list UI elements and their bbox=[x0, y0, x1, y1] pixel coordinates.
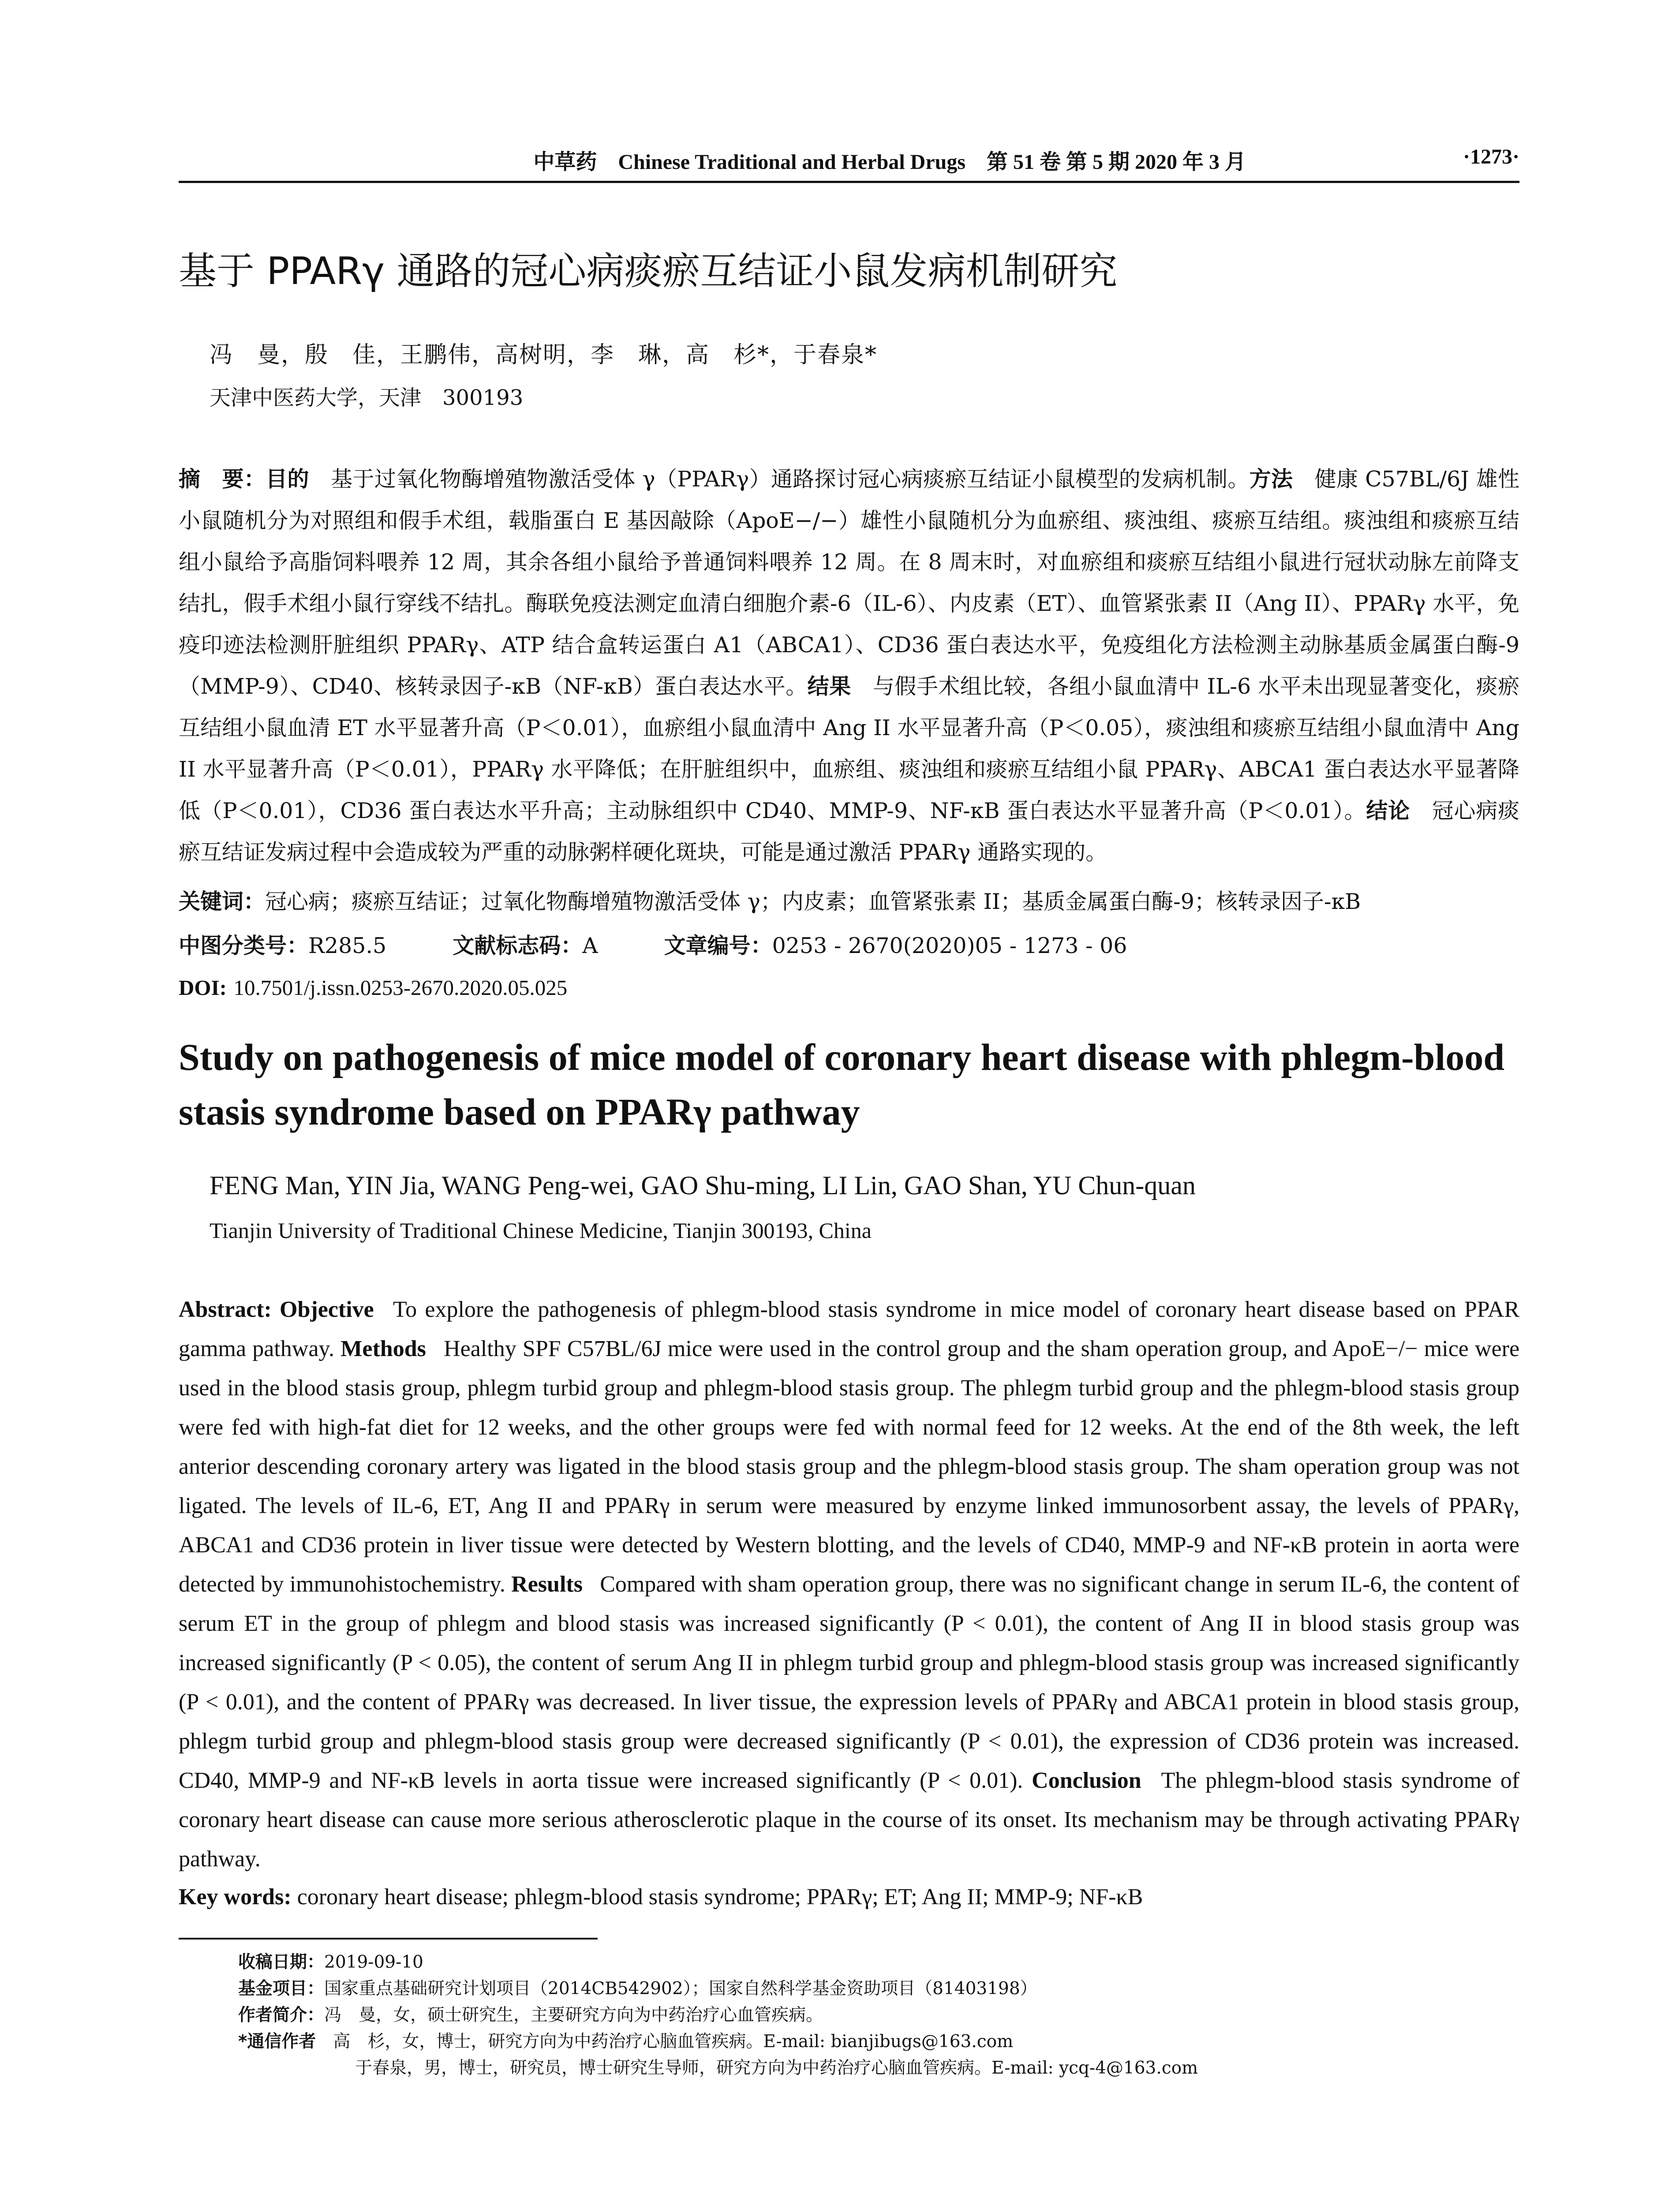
en-abstract-label: Abstract: bbox=[179, 1297, 272, 1322]
page-number: ·1273· bbox=[1463, 145, 1519, 168]
en-methods-label: Methods bbox=[340, 1336, 426, 1361]
en-keywords-label: Key words: bbox=[179, 1884, 292, 1910]
doi-label: DOI: bbox=[179, 975, 227, 1000]
keywords-text: 冠心病；痰瘀互结证；过氧化物酶增殖物激活受体 γ；内皮素；血管紧张素 II；基质金属蛋白酶-9；核转录因子-κB bbox=[265, 889, 1361, 914]
keywords-label: 关键词： bbox=[179, 889, 266, 914]
conclusion-text: 冠心病痰瘀互结证发病过程中会造成较为严重的动脉粥样硬化斑块，可能是通过激活 PPARγ 通路实现的。 bbox=[179, 798, 1519, 865]
doc-code-label: 文献标志码： bbox=[453, 933, 583, 958]
english-keywords bbox=[179, 1882, 1519, 1913]
methods-label: 方法 bbox=[1249, 467, 1293, 492]
english-title: Study on pathogenesis of mice model of coronary heart disease with phlegm-blood stasis syndrome based on PPARγ pathway bbox=[179, 1036, 1505, 1133]
doc-code-value: A bbox=[582, 933, 598, 958]
en-conclusion-label: Conclusion bbox=[1032, 1768, 1141, 1793]
en-objective-text: To explore the pathogenesis of phlegm-blood stasis syndrome in mice model of coronary heart disease based on PPAR gamma pathway. bbox=[179, 1297, 1520, 1361]
chinese-title: 基于 PPARγ 通路的冠心病痰瘀互结证小鼠发病机制研究 bbox=[179, 249, 1118, 293]
author-bio: 作者简介：冯 曼，女，硕士研究生，主要研究方向为中药治疗心血管疾病。 bbox=[238, 2005, 823, 2025]
footnote-divider bbox=[179, 1938, 598, 1940]
received-date: 收稿日期：2019-09-10 bbox=[238, 1952, 423, 1972]
fund-info: 基金项目：国家重点基础研究计划项目（2014CB542902）；国家自然科学基金资助项目（81403198） bbox=[238, 1979, 1037, 1999]
chinese-keywords bbox=[179, 886, 1519, 917]
corresponding-author-2: 于春泉，男，博士，研究员，博士研究生导师，研究方向为中药治疗心脑血管疾病。E-mail: ycq-4@163.com bbox=[355, 2058, 1198, 2078]
english-abstract bbox=[179, 1290, 1519, 1879]
english-affiliation: Tianjin University of Traditional Chinese Medicine, Tianjin 300193, China bbox=[210, 1218, 872, 1243]
en-keywords-text: coronary heart disease; phlegm-blood stasis syndrome; PPARγ; ET; Ang II; MMP-9; NF-κB bbox=[297, 1884, 1143, 1910]
abstract-label: 摘 要： bbox=[179, 467, 266, 492]
doi-value: 10.7501/j.issn.0253-2670.2020.05.025 bbox=[233, 975, 568, 1000]
chinese-affiliation: 天津中医药大学，天津 300193 bbox=[210, 385, 524, 410]
en-results-label: Results bbox=[511, 1572, 583, 1597]
results-label: 结果 bbox=[807, 674, 851, 699]
en-methods-text: Healthy SPF C57BL/6J mice were used in the control group and the sham operation group, and ApoE−/− mice were used in the blood stasis group, phlegm turbid group and phlegm-blood stasis group. The phlegm turbid group and the phlegm-blood stasis group were fed with high-fat diet for 12 weeks, and the other groups were fed with normal feed for 12 weeks. At the end of the 8th week, the left anterior descending coronary artery was ligated in the blood stasis group and the phlegm-blood stasis group. The sham operation group was not ligated. The levels of IL-6, ET, Ang II and PPARγ in serum were measured by enzyme linked immunosorbent assay, the levels of PPARγ, ABCA1 and CD36 protein in liver tissue were detected by Western blotting, and the levels of CD40, MMP-9 and NF-κB protein in aorta were detected by immunohistochemistry. bbox=[179, 1336, 1520, 1597]
results-text: 与假手术组比较，各组小鼠血清中 IL-6 水平未出现显著变化，痰瘀互结组小鼠血清 ET 水平显著升高（P＜0.01），血瘀组小鼠血清中 Ang II 水平显著升高（P＜0.05），痰浊组和痰瘀互结组小鼠血清中 Ang II 水平显著升高（P＜0.01），PPARγ 水平降低；在肝脏组织中，血瘀组、痰浊组和痰瘀互结组小鼠 PPARγ、ABCA1 蛋白表达水平显著降低（P＜0.01），CD36 蛋白表达水平升高；主动脉组织中 CD40、MMP-9、NF-κB 蛋白表达水平显著升高（P＜0.01）。 bbox=[179, 674, 1519, 823]
en-conclusion-text: The phlegm-blood stasis syndrome of coronary heart disease can cause more serious atherosclerotic plaque in the course of its onset. Its mechanism may be through activating PPARγ pathway. bbox=[179, 1768, 1520, 1872]
conclusion-label: 结论 bbox=[1366, 798, 1410, 823]
objective-text: 基于过氧化物酶增殖物激活受体 γ（PPARγ）通路探讨冠心病痰瘀互结证小鼠模型的发病机制。 bbox=[330, 467, 1250, 492]
clc-label: 中图分类号： bbox=[179, 933, 309, 958]
corresponding-author: *通信作者 高 杉，女，博士，研究方向为中药治疗心脑血管疾病。E-mail: bianjibugs@163.com bbox=[238, 2032, 1014, 2052]
article-no-label: 文章编号： bbox=[664, 933, 772, 958]
methods-text: 健康 C57BL/6J 雄性小鼠随机分为对照组和假手术组，载脂蛋白 E 基因敲除（ApoE−/−）雄性小鼠随机分为血瘀组、痰浊组、痰瘀互结组。痰浊组和痰瘀互结组小鼠给予高脂饲料喂养 12 周，其余各组小鼠给予普通饲料喂养 12 周。在 8 周末时，对血瘀组和痰瘀互结组小鼠进行冠状动脉左前降支结扎，假手术组小鼠行穿线不结扎。酶联免疫法测定血清白细胞介素-6（IL-6）、内皮素（ET）、血管紧张素 II（Ang II）、PPARγ 水平，免疫印迹法检测肝脏组织 PPARγ、ATP 结合盒转运蛋白 A1（ABCA1）、CD36 蛋白表达水平，免疫组化方法检测主动脉基质金属蛋白酶-9（MMP-9）、CD40、核转录因子-κB（NF-κB）蛋白表达水平。 bbox=[179, 467, 1519, 699]
doi-line bbox=[179, 972, 1519, 1003]
classification-line bbox=[179, 931, 1519, 961]
article-no-value: 0253 - 2670(2020)05 - 1273 - 06 bbox=[772, 933, 1127, 958]
chinese-abstract bbox=[179, 459, 1519, 873]
en-results-text: Compared with sham operation group, there was no significant change in serum IL-6, the content of serum ET in the group of phlegm and blood stasis was increased significantly (P < 0.01), the content of Ang II in blood stasis group was increased significantly (P < 0.05), the content of serum Ang II in phlegm turbid group and phlegm-blood stasis group was increased significantly (P < 0.01), and the content of PPARγ was decreased. In liver tissue, the expression levels of PPARγ and ABCA1 protein in blood stasis group, phlegm turbid group and phlegm-blood stasis group were decreased significantly (P < 0.01), the expression of CD36 protein was increased. CD40, MMP-9 and NF-κB levels in aorta tissue were increased significantly (P < 0.01). bbox=[179, 1572, 1519, 1793]
journal-info: 中草药 Chinese Traditional and Herbal Drugs 第 51 卷 第 5 期 2020 年 3 月 bbox=[533, 150, 1246, 174]
clc-value: R285.5 bbox=[308, 933, 387, 958]
running-header bbox=[179, 140, 1519, 183]
footnotes bbox=[238, 1949, 1517, 2082]
objective-label: 目的 bbox=[266, 467, 309, 492]
english-authors: FENG Man, YIN Jia, WANG Peng-wei, GAO Shu-ming, LI Lin, GAO Shan, YU Chun-quan bbox=[210, 1171, 1196, 1200]
chinese-authors: 冯 曼，殷 佳，王鹏伟，高树明，李 琳，高 杉*，于春泉* bbox=[210, 342, 878, 368]
en-objective-label: Objective bbox=[280, 1297, 374, 1322]
